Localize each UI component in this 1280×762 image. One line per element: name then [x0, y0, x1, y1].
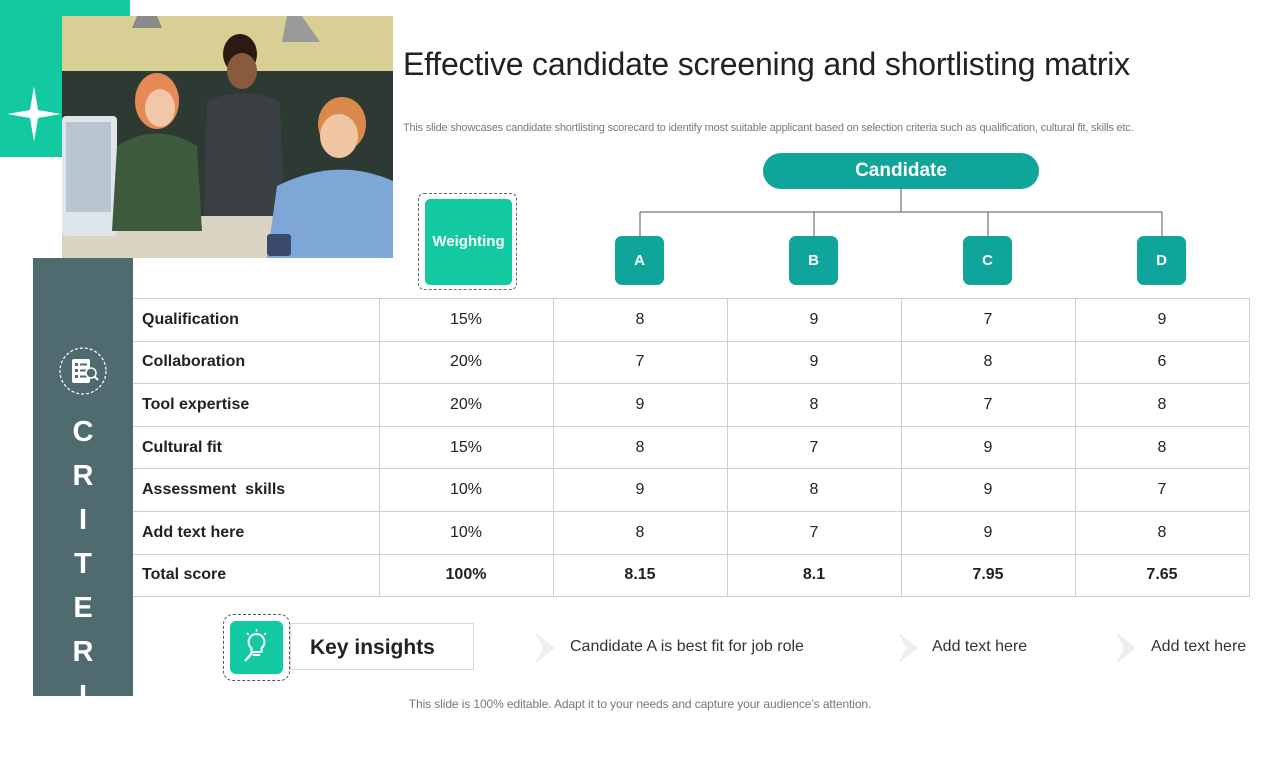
weight-cell: 10%	[379, 469, 553, 512]
score-cell: 9	[1075, 299, 1249, 342]
table-row	[133, 384, 1249, 427]
chevron-right-icon	[896, 630, 922, 666]
criterion-cell: Collaboration	[133, 341, 379, 384]
score-cell: 8	[553, 511, 727, 554]
candidate-c-box: C	[963, 236, 1012, 285]
candidate-d-box: D	[1137, 236, 1186, 285]
weight-cell: 100%	[379, 554, 553, 597]
criteria-letter: A	[72, 724, 94, 756]
checklist-icon	[58, 346, 108, 396]
score-cell: 8	[727, 469, 901, 512]
criterion-cell: Total score	[133, 554, 379, 597]
chevron-right-icon	[533, 630, 559, 666]
score-cell: 8	[1075, 384, 1249, 427]
sparkle-star-icon	[6, 84, 62, 144]
weight-cell: 15%	[379, 299, 553, 342]
score-cell: 7	[1075, 469, 1249, 512]
total-score-cell: 8.15	[553, 554, 727, 597]
insight-text: Add text here	[932, 638, 1028, 655]
total-row	[133, 554, 1249, 597]
page-title: Effective candidate screening and shortlisting matrix	[403, 46, 1130, 82]
score-cell: 9	[727, 341, 901, 384]
score-cell: 9	[901, 426, 1075, 469]
score-cell: 7	[727, 511, 901, 554]
footer-note: This slide is 100% editable. Adapt it to your needs and capture your audience’s attention.	[408, 697, 872, 711]
criteria-letter: C	[72, 416, 94, 448]
screening-matrix-table	[133, 298, 1250, 597]
candidate-b-box: B	[789, 236, 838, 285]
score-cell: 8	[553, 426, 727, 469]
score-cell: 7	[901, 384, 1075, 427]
criterion-cell: Qualification	[133, 299, 379, 342]
insight-text: Candidate A is best fit for job role	[570, 638, 804, 655]
weight-cell: 20%	[379, 341, 553, 384]
criteria-letter: I	[78, 504, 88, 536]
score-cell: 6	[1075, 341, 1249, 384]
total-score-cell: 7.65	[1075, 554, 1249, 597]
weight-cell: 15%	[379, 426, 553, 469]
score-cell: 9	[553, 469, 727, 512]
total-score-cell: 8.1	[727, 554, 901, 597]
weighting-header: Weighting	[425, 199, 512, 285]
score-cell: 8	[1075, 426, 1249, 469]
weight-cell: 20%	[379, 384, 553, 427]
key-insights-icon-box	[230, 621, 283, 674]
score-cell: 9	[901, 469, 1075, 512]
criterion-cell: Cultural fit	[133, 426, 379, 469]
score-cell: 8	[901, 341, 1075, 384]
total-score-cell: 7.95	[901, 554, 1075, 597]
criteria-letter: R	[72, 460, 94, 492]
weight-cell: 10%	[379, 511, 553, 554]
criteria-letter: E	[73, 592, 93, 624]
table-row	[133, 341, 1249, 384]
table-row	[133, 299, 1249, 342]
score-cell: 9	[553, 384, 727, 427]
candidate-a-box: A	[615, 236, 664, 285]
score-cell: 7	[553, 341, 727, 384]
key-insights-label: Key insights	[290, 623, 474, 670]
criteria-letter: I	[78, 680, 88, 712]
team-photo	[62, 16, 393, 258]
insight-text: Add text here	[1151, 638, 1247, 655]
chevron-right-icon	[1114, 630, 1140, 666]
lightbulb-search-icon	[230, 621, 283, 674]
page-subtitle: This slide showcases candidate shortlisting scorecard to identify most suitable applicant based on selection criteria such as qualification, cultural fit, skills etc.	[403, 122, 1134, 134]
score-cell: 7	[727, 426, 901, 469]
score-cell: 8	[1075, 511, 1249, 554]
score-cell: 9	[901, 511, 1075, 554]
score-cell: 7	[901, 299, 1075, 342]
candidate-header: Candidate	[763, 153, 1039, 189]
score-cell: 8	[727, 384, 901, 427]
criterion-cell: Add text here	[133, 511, 379, 554]
criteria-letter: R	[72, 636, 94, 668]
table-row	[133, 426, 1249, 469]
table-row	[133, 511, 1249, 554]
score-cell: 9	[727, 299, 901, 342]
table-row	[133, 469, 1249, 512]
criterion-cell: Tool expertise	[133, 384, 379, 427]
score-cell: 8	[553, 299, 727, 342]
criterion-cell: Assessment skills	[133, 469, 379, 512]
criteria-letter: T	[74, 548, 92, 580]
